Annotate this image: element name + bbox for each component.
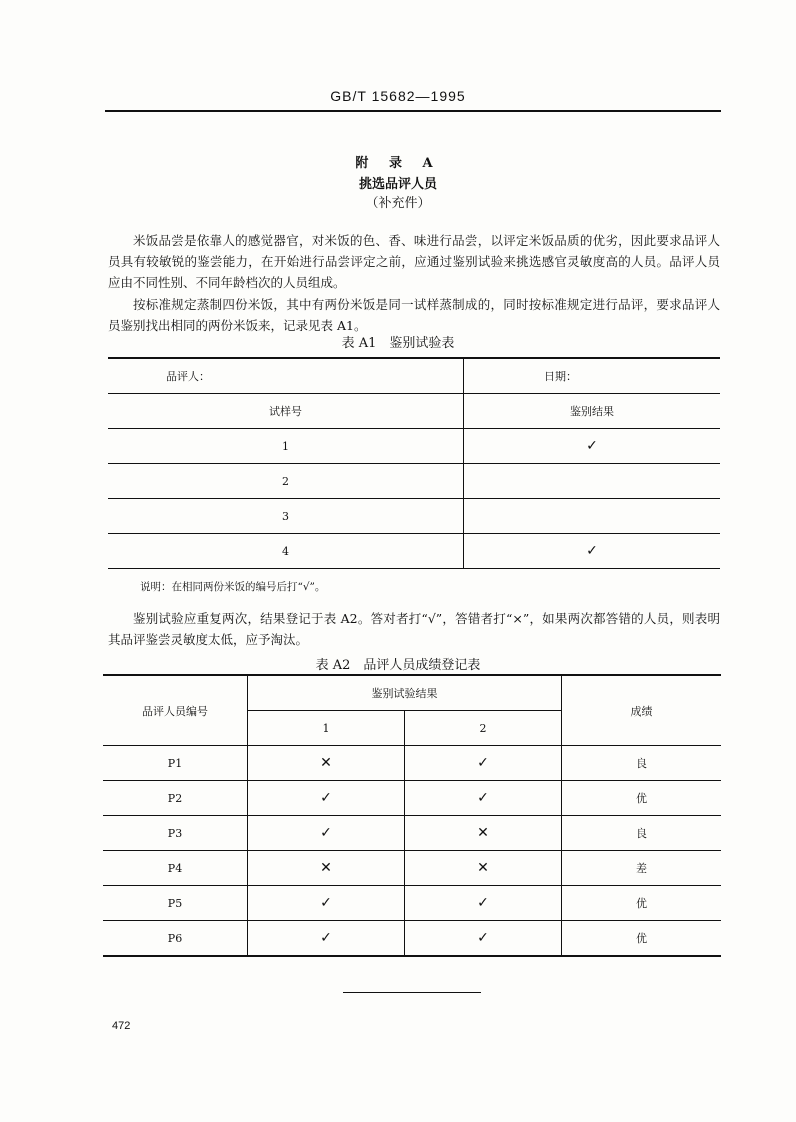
cross-icon: ✕ (405, 851, 562, 886)
col-sample: 试样号 (108, 394, 464, 429)
sample-number: 4 (108, 534, 464, 569)
paragraph-intro: 米饭品尝是依靠人的感觉器官，对米饭的色、香、味进行品尝，以评定米饭品质的优劣，因此要求品评人员具有较敏锐的鉴尝能力，在开始进行品尝评定之前，应通过鉴别试验来挑选感官灵敏度高的人员。品评人员应由不同性别、不同年龄档次的人员组成。 (108, 233, 720, 290)
table-a1-caption: 表 A1 鉴别试验表 (341, 336, 455, 351)
evaluator-label: 品评人： (108, 358, 464, 394)
table-row (108, 429, 720, 464)
table-a2-caption: 表 A2 品评人员成绩登记表 (315, 658, 481, 673)
evaluator-id: P5 (103, 886, 248, 921)
grade: 优 (562, 921, 722, 957)
table-a1-footnote-row (108, 569, 720, 604)
check-icon: ✓ (405, 781, 562, 816)
appendix-note: （补充件） (365, 196, 431, 211)
result-cell (464, 499, 721, 534)
table-a2 (103, 674, 721, 957)
grade: 良 (562, 746, 722, 781)
end-rule (343, 992, 481, 993)
table-a1 (108, 357, 720, 603)
date-label: 日期： (464, 358, 721, 394)
sample-number: 1 (108, 429, 464, 464)
check-icon: ✓ (248, 886, 405, 921)
grade: 优 (562, 781, 722, 816)
sample-number: 2 (108, 464, 464, 499)
table-row (108, 534, 720, 569)
check-icon: ✓ (248, 816, 405, 851)
header-rule (105, 110, 721, 112)
col-results-group: 鉴别试验结果 (248, 675, 562, 711)
cross-icon: ✕ (248, 746, 405, 781)
standard-code: GB/T 15682—1995 (330, 88, 466, 104)
check-icon: ✓ (405, 746, 562, 781)
paragraph-procedure: 按标准规定蒸制四份米饭，其中有两份米饭是同一试样蒸制成的，同时按标准规定进行品评，要求品评人员鉴别找出相同的两份米饭来，记录见表 A1。 (108, 297, 720, 333)
check-icon: ✓ (405, 921, 562, 957)
paragraph-repeat: 鉴别试验应重复两次，结果登记于表 A2。答对者打“√”，答错者打“×”，如果两次都答错的人员，则表明其品评鉴尝灵敏度太低，应予淘汰。 (108, 611, 720, 647)
col-evaluator-id: 品评人员编号 (103, 675, 248, 746)
check-icon: ✓ (248, 921, 405, 957)
check-icon: ✓ (405, 886, 562, 921)
table-row (103, 746, 721, 781)
evaluator-id: P3 (103, 816, 248, 851)
page-number: 472 (112, 1020, 131, 1032)
sample-number: 3 (108, 499, 464, 534)
table-a1-header-row (108, 358, 720, 394)
check-icon: ✓ (464, 534, 721, 569)
table-row (103, 781, 721, 816)
grade: 良 (562, 816, 722, 851)
col-round-2: 2 (405, 711, 562, 746)
check-icon: ✓ (464, 429, 721, 464)
table-a1-column-row (108, 394, 720, 429)
table-a2-header-row (103, 675, 721, 711)
table-row (108, 499, 720, 534)
result-cell (464, 464, 721, 499)
appendix-title: 附 录 A (355, 156, 441, 171)
cross-icon: ✕ (405, 816, 562, 851)
table-row (103, 851, 721, 886)
table-row (103, 921, 721, 957)
table-a1-footnote: 说明：在相同两份米饭的编号后打“√”。 (108, 569, 720, 604)
evaluator-id: P1 (103, 746, 248, 781)
grade: 优 (562, 886, 722, 921)
col-result: 鉴别结果 (464, 394, 721, 429)
evaluator-id: P4 (103, 851, 248, 886)
cross-icon: ✕ (248, 851, 405, 886)
grade: 差 (562, 851, 722, 886)
appendix-subtitle: 挑选品评人员 (358, 177, 437, 192)
table-row (103, 816, 721, 851)
table-row (103, 886, 721, 921)
col-grade: 成绩 (562, 675, 722, 746)
check-icon: ✓ (248, 781, 405, 816)
table-row (108, 464, 720, 499)
evaluator-id: P2 (103, 781, 248, 816)
evaluator-id: P6 (103, 921, 248, 957)
col-round-1: 1 (248, 711, 405, 746)
